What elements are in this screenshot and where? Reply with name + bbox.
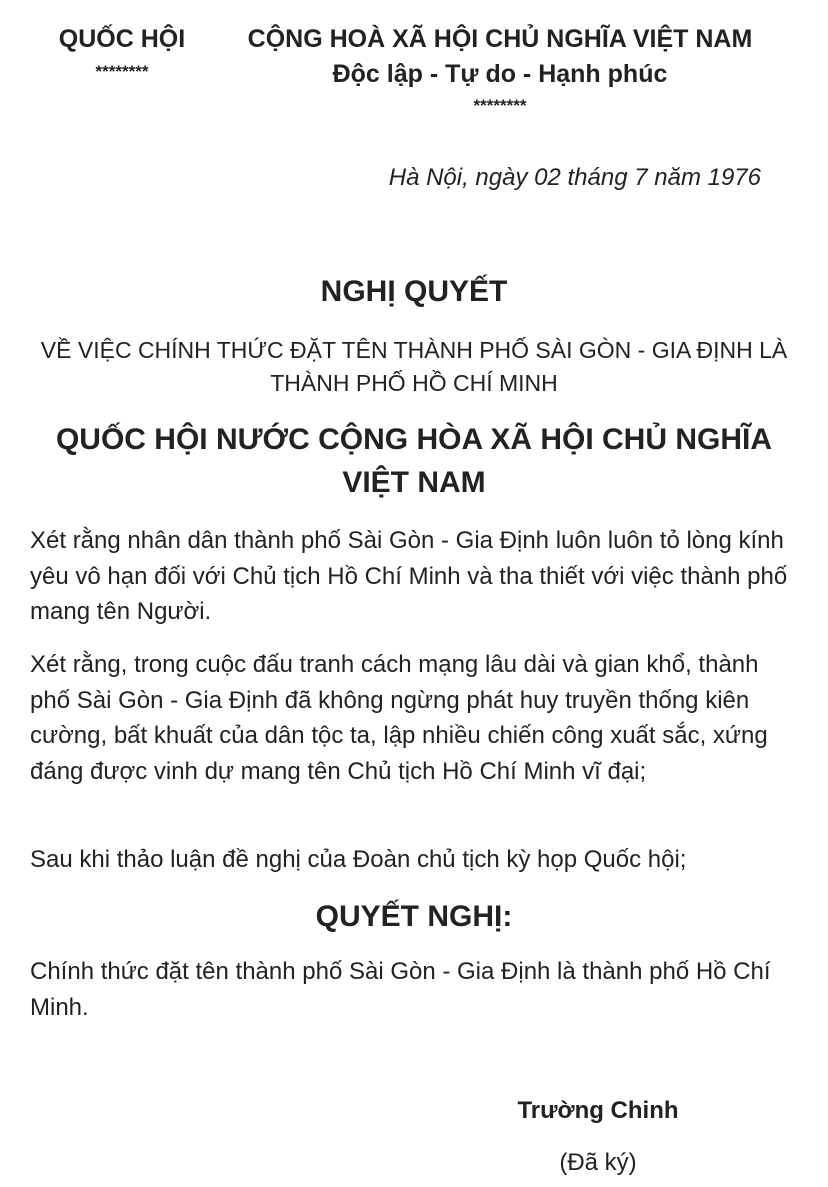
paragraph-2: Xét rằng, trong cuộc đấu tranh cách mạng lâu dài và gian khổ, thành phố Sài Gòn - Gia Định đã không ngừng phát huy truyền thống kiên cường, bất khuất của dân tộc ta, lập nhiều chiến công xuất sắc, xứng đáng được vinh dự mang tên Chủ tịch Hồ Chí Minh vĩ đại; — [30, 651, 768, 785]
decision-text: Chính thức đặt tên thành phố Sài Gòn - Gia Định là thành phố Hồ Chí Minh. — [30, 958, 771, 1021]
issuing-body-stars: ******** — [95, 62, 149, 81]
signer-name: Trường Chinh — [517, 1097, 679, 1124]
document-subject: VỀ VIỆC CHÍNH THỨC ĐẶT TÊN THÀNH PHỐ SÀI GÒN - GIA ĐỊNH LÀ THÀNH PHỐ HỒ CHÍ MINH — [40, 337, 788, 396]
issuer-heading: QUỐC HỘI NƯỚC CỘNG HÒA XÃ HỘI CHỦ NGHĨA VIỆT NAM — [55, 423, 773, 499]
issuing-body: QUỐC HỘI — [58, 25, 186, 53]
national-motto: Độc lập - Tự do - Hạnh phúc — [332, 60, 668, 88]
paragraph-3: Sau khi thảo luận đề nghị của Đoàn chủ tịch kỳ họp Quốc hội; — [30, 846, 687, 873]
decision-heading: QUYẾT NGHỊ: — [315, 900, 513, 933]
document-type: NGHỊ QUYẾT — [320, 275, 508, 308]
national-title: CỘNG HOÀ XÃ HỘI CHỦ NGHĨA VIỆT NAM — [247, 25, 753, 53]
signature-note: (Đã ký) — [559, 1149, 637, 1176]
date-line: Hà Nội, ngày 02 tháng 7 năm 1976 — [388, 164, 761, 191]
paragraph-1: Xét rằng nhân dân thành phố Sài Gòn - Gia Định luôn luôn tỏ lòng kính yêu vô hạn đối với Chủ tịch Hồ Chí Minh và tha thiết với việc thành phố mang tên Người. — [30, 527, 788, 625]
motto-stars: ******** — [473, 96, 527, 115]
